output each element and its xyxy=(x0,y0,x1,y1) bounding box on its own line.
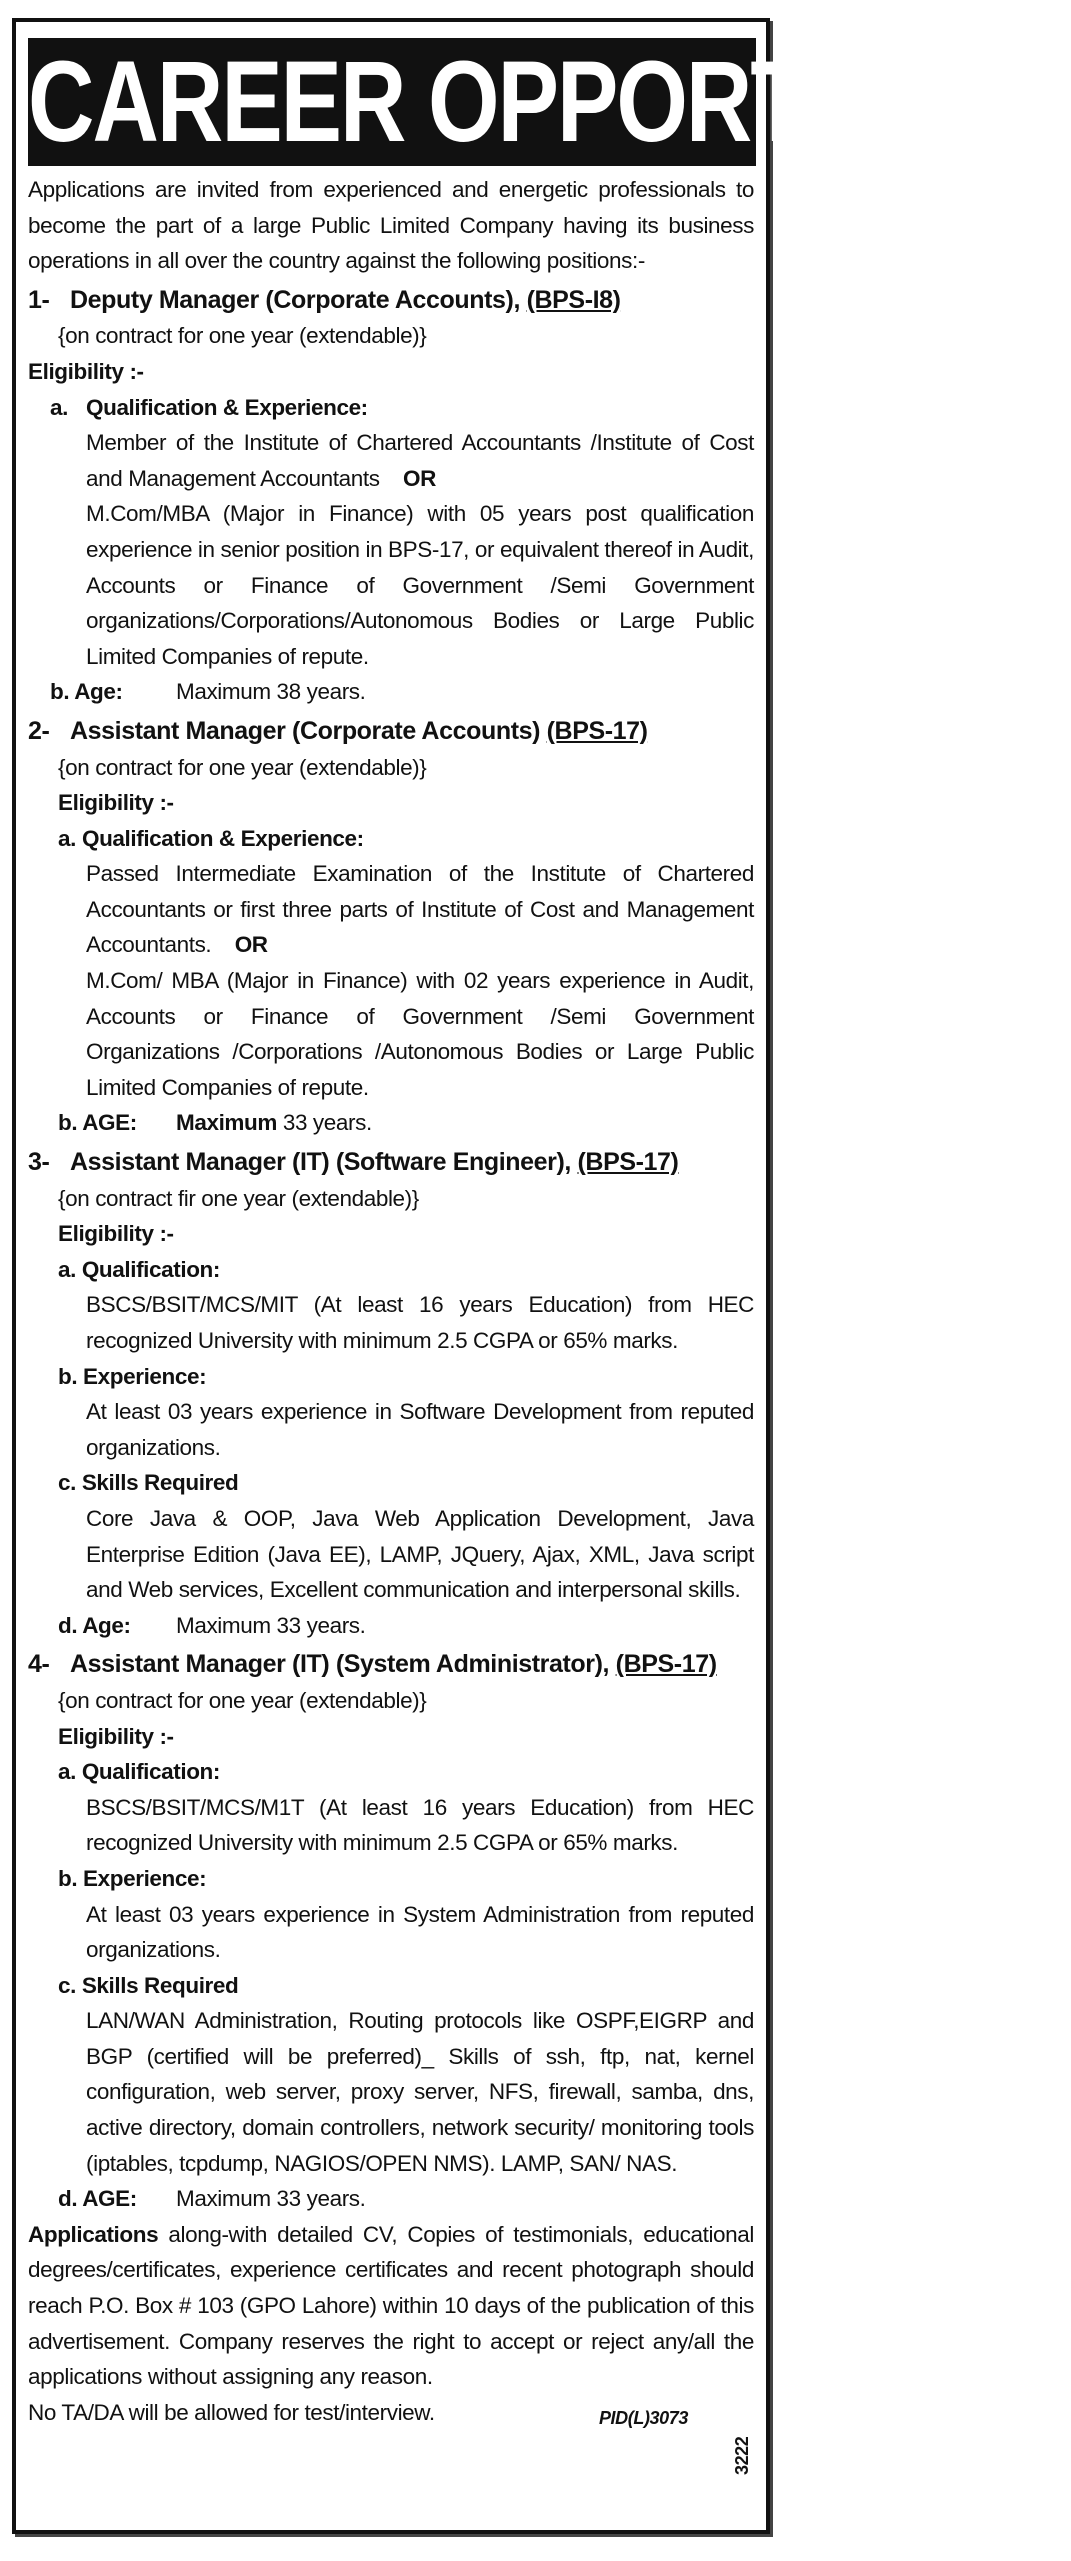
position-number: 2- xyxy=(28,716,50,745)
item-label-text: Qualification & Experience: xyxy=(81,825,364,851)
qualification-label xyxy=(28,390,754,426)
position-title xyxy=(28,283,754,319)
position-title xyxy=(28,1647,754,1683)
position-title xyxy=(28,714,754,750)
age-value: 33 years. xyxy=(282,1110,372,1136)
item-label-text: Qualification & Experience: xyxy=(86,394,368,420)
skills-text: LAN/WAN Administration, Routing protocols like OSPF,EIGRP and BGP (certified will be preferred)_ Skills of ssh, ftp, nat, kernel configuration, web server, proxy server, NFS, firewall, samba, dns, active directory, domain controllers, network security/ monitoring tools (iptables, tcpdump, NAGIOS/OPEN NMS). LAMP, SAN/ NAS. xyxy=(86,2008,754,2176)
or-label: OR xyxy=(234,932,268,958)
qualification-label: a. Qualification: xyxy=(58,1256,220,1282)
age-value: Maximum 38 years. xyxy=(176,679,366,705)
qualification-text: BSCS/BSIT/MCS/M1T (At least 16 years Education) from HEC recognized University with minimum 2.5 CGPA or 65% marks. xyxy=(86,1794,754,1856)
position-number: 3- xyxy=(28,1148,50,1177)
age-row xyxy=(28,674,754,710)
contract-note: {on contract for one year (extendable)} xyxy=(58,754,427,780)
age-label: d. Age: xyxy=(58,1612,131,1638)
position-4 xyxy=(28,1647,754,2217)
ad-content xyxy=(16,166,766,2475)
skills-label: c. Skills Required xyxy=(58,1470,239,1496)
contract-note: {on contract for one year (extendable)} xyxy=(58,323,427,349)
age-label: b. AGE: xyxy=(58,1110,137,1136)
skills-label: c. Skills Required xyxy=(58,1972,239,1998)
qualification-label xyxy=(28,821,754,857)
skills-text: Core Java & OOP, Java Web Application Development, Java Enterprise Edition (Java EE), LAMP, JQuery, Ajax, XML, Java script and Web services, Excellent communication and interpersonal skills. xyxy=(86,1505,754,1603)
age-bold: Maximum xyxy=(176,1110,277,1136)
qualification-text-1: Passed Intermediate Examination of the Institute of Chartered Accountants or first three parts of Institute of Cost and Management Accountants. xyxy=(86,861,754,958)
contract-note: {on contract fir one year (extendable)} xyxy=(58,1185,419,1211)
age-label: b. Age: xyxy=(50,679,123,705)
position-number: 1- xyxy=(28,285,50,314)
eligibility-heading: Eligibility :- xyxy=(28,358,144,384)
experience-text: At least 03 years experience in Software Development from reputed organizations. xyxy=(86,1399,754,1460)
age-row xyxy=(28,1608,754,1644)
closing-text: along-with detailed CV, Copies of testimonials, educational degrees/certificates, experience certificates and recent photograph should reach P.O. Box # 103 (GPO Lahore) within 10 days of the publication of this advertisement. Company reserves the right to accept or reject any/all the applications without assigning any reason. xyxy=(28,2221,754,2390)
qualification-text: BSCS/BSIT/MCS/MIT (At least 16 years Education) from HEC recognized University with minimum 2.5 CGPA or 65% marks. xyxy=(86,1292,754,1353)
eligibility-heading: Eligibility :- xyxy=(58,1723,174,1749)
position-grade: (BPS-17) xyxy=(577,1148,679,1177)
closing-paragraph xyxy=(28,2217,754,2395)
qualification-text xyxy=(28,856,754,963)
age-value: Maximum 33 years. xyxy=(176,1612,366,1638)
qualification-text-2: M.Com/MBA (Major in Finance) with 05 years post qualification experience in senior position in BPS-17, or equivalent thereof in Audit, Accounts or Finance of Government /Semi Government organizations/Corporations/Autonomous Bodies or Large Public Limited Companies of repute. xyxy=(86,501,754,669)
age-label: d. AGE: xyxy=(58,2186,137,2212)
advertisement-frame xyxy=(12,18,1071,2534)
intro-paragraph: Applications are invited from experienced and energetic professionals to become the part of a large Public Limited Company having its business operations in all over the country against the following positions:- xyxy=(28,177,754,274)
position-number: 4- xyxy=(28,1650,50,1679)
eligibility-heading: Eligibility :- xyxy=(58,1221,174,1247)
qualification-label: a. Qualification: xyxy=(58,1759,220,1785)
position-title xyxy=(28,1145,754,1181)
position-grade: (BPS-17) xyxy=(615,1650,717,1679)
contract-note: {on contract for one year (extendable)} xyxy=(58,1687,427,1713)
position-3 xyxy=(28,1145,754,1643)
item-letter: a. xyxy=(58,825,76,851)
position-1 xyxy=(28,283,754,710)
age-value: Maximum 33 years. xyxy=(176,2186,366,2212)
qualification-text-1: Member of the Institute of Chartered Accountants /Institute of Cost and Management Accountants xyxy=(86,430,754,491)
age-row xyxy=(28,1105,754,1141)
ad-code: 3222 xyxy=(731,2436,752,2475)
position-grade: (BPS-I8) xyxy=(526,285,621,314)
experience-label: b. Experience: xyxy=(58,1865,207,1891)
closing-last-line: No TA/DA will be allowed for test/interview. xyxy=(28,2399,435,2425)
or-label: OR xyxy=(402,465,436,491)
position-2 xyxy=(28,714,754,1141)
pid-code: PID(L)3073 xyxy=(598,2407,688,2428)
position-name: Deputy Manager (Corporate Accounts), xyxy=(70,285,521,314)
position-name: Assistant Manager (IT) (Software Engineer), xyxy=(70,1148,571,1177)
qualification-text xyxy=(28,425,754,496)
ad-title xyxy=(28,38,1071,166)
age-row xyxy=(28,2181,754,2217)
item-letter: a. xyxy=(50,394,68,420)
title-text: CAREER OPPORTUNITY xyxy=(28,38,1071,166)
eligibility-heading: Eligibility :- xyxy=(58,790,174,816)
qualification-text-2: M.Com/ MBA (Major in Finance) with 02 years experience in Audit, Accounts or Finance of Government /Semi Government Organizations /Corporations /Autonomous Bodies or Large Public Limited Companies of repute. xyxy=(86,968,754,1100)
position-grade: (BPS-17) xyxy=(546,716,648,745)
position-name: Assistant Manager (Corporate Accounts) xyxy=(70,716,541,745)
experience-text: At least 03 years experience in System Administration from reputed organizations. xyxy=(86,1901,754,1963)
footer xyxy=(28,2395,754,2475)
position-name: Assistant Manager (IT) (System Administrator), xyxy=(70,1650,610,1679)
closing-lead: Applications xyxy=(28,2221,159,2247)
experience-label: b. Experience: xyxy=(58,1363,207,1389)
